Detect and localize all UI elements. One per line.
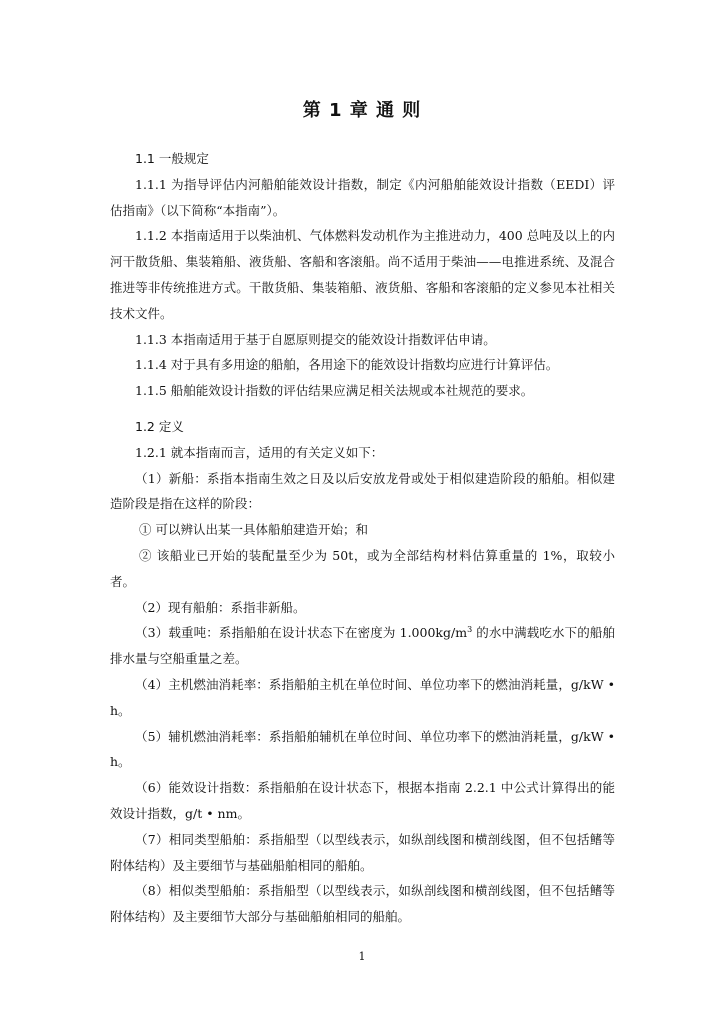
chapter-title: 第 1 章 通 则 (302, 100, 422, 121)
clause-1-1-4: 1.1.4 对于具有多用途的船舶，各用途下的能效设计指数均应进行计算评估。 (135, 357, 559, 373)
definition-deadweight-pre: （3）载重吨：系指船舶在设计状态下在密度为 1.000kg/m (135, 625, 468, 641)
page-number: 1 (358, 950, 366, 963)
definition-new-ship-item-b: ② 该船业已开始的装配量至少为 50t，或为全部结构材料估算重量的 1%，取较小者。 (110, 547, 615, 589)
definition-deadweight-superscript: 3 (467, 625, 473, 635)
definition-existing-ship: （2）现有船舶：系指非新船。 (135, 599, 306, 615)
definition-deadweight (110, 620, 615, 672)
clause-1-1-3: 1.1.3 本指南适用于基于自愿原则提交的能效设计指数评估申请。 (135, 331, 496, 347)
definition-new-ship: （1）新船：系指本指南生效之日及以后安放龙骨或处于相似建造阶段的船舶。相似建造阶段是指在这样的阶段： (110, 470, 615, 512)
definition-same-type-ship: （7）相同类型船舶：系指船型（以型线表示，如纵剖线图和横剖线图，但不包括鳍等附体结构）及主要细节与基础船舶相同的船舶。 (110, 831, 615, 873)
definition-eedi: （6）能效设计指数：系指船舶在设计状态下，根据本指南 2.2.1 中公式计算得出的能效设计指数，g/t • nm。 (110, 780, 615, 821)
definition-similar-type-ship: （8）相似类型船舶：系指船型（以型线表示，如纵剖线图和横剖线图，但不包括鳍等附体结构）及主要细节大部分与基础船舶相同的船舶。 (110, 883, 615, 925)
definition-main-engine-sfc: （4）主机燃油消耗率：系指船舶主机在单位时间、单位功率下的燃油消耗量，g/kW • h。 (110, 676, 615, 718)
clause-1-1-2: 1.1.2 本指南适用于以柴油机、气体燃料发动机作为主推进动力，400 总吨及以上的内河干散货船、集装箱船、液货船、客船和客滚船。尚不适用于柴油——电推进系统、及混合推进等非传统推进方式。干散货船、集装箱船、液货船、客船和客滚船的定义参见本社相关技术文件。 (110, 228, 615, 321)
document-body (110, 146, 615, 930)
section-heading-1-1: 1.1 一般规定 (135, 151, 209, 166)
clause-1-1-5: 1.1.5 船舶能效设计指数的评估结果应满足相关法规或本社规范的要求。 (135, 383, 534, 399)
section-heading-1-2: 1.2 定义 (135, 418, 184, 434)
definition-aux-engine-sfc: （5）辅机燃油消耗率：系指船舶辅机在单位时间、单位功率下的燃油消耗量，g/kW • h。 (110, 728, 615, 770)
clause-1-1-1: 1.1.1 为指导评估内河船舶能效设计指数，制定《内河船舶能效设计指数（EEDI）评估指南》（以下简称“本指南”）。 (110, 176, 615, 218)
definition-deadweight-post: 的水中满载吃水下的船舶排水量与空船重量之差。 (110, 625, 615, 667)
clause-1-2-1: 1.2.1 就本指南而言，适用的有关定义如下： (135, 444, 384, 460)
definition-new-ship-item-a: ① 可以辨认出某一具体船舶建造开始；和 (139, 522, 368, 538)
